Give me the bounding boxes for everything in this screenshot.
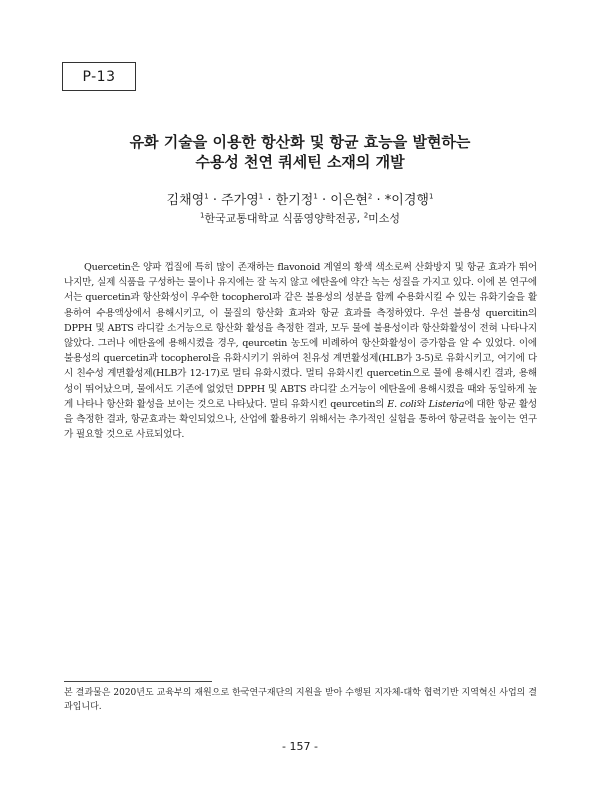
affil-sup-2: 2 bbox=[363, 211, 369, 220]
abstract-text-2: 와 bbox=[416, 398, 429, 410]
affiliation-1: 한국교통대학교 식품영양학전공, bbox=[204, 212, 361, 225]
author-affil-sup: 1 bbox=[428, 192, 434, 201]
abstract-ecoli: E. coli bbox=[387, 398, 417, 410]
author-affil-sup: 1 bbox=[258, 192, 264, 201]
author-affil-sup: 1 bbox=[313, 192, 318, 201]
affiliations bbox=[0, 210, 600, 226]
author-separator: · bbox=[372, 193, 385, 208]
abstract-body bbox=[64, 260, 537, 442]
funding-footnote: 본 결과물은 2020년도 교육부의 재원으로 한국연구재단의 지원을 받아 수행된 지자체-대학 협력기반 지역혁신 사업의 결과입니다. bbox=[64, 688, 537, 712]
author-affil-sup: 1 bbox=[204, 192, 209, 201]
abstract-text-1: Quercetin은 양파 껍질에 특히 많이 존재하는 flavonoid 계열의 황색 색소로써 산화방지 및 항균 효과가 뛰어나지만, 실제 식품을 구성하는 물이나 유지에는 잘 녹지 않고 에탄올에 약간 녹는 성질을 가지고 있다. 이에 본 연구에서는 quercetin과 항산화성이 우수한 tocopherol과 같은 불용성의 성분을 함께 수용화시킬 수 있는 유화기술을 활용하여 수용액상에서 용해시키고, 이 물질의 항산화 효과와 항균 효과를 측정하였다. 우선 불용성 quercitin의 DPPH 및 ABTS 라디칼 소거능으로 항산화 활성을 측정한 결과, 모두 물에 불용성이라 항산화활성이 전혀 나타나지 않았다. 그러나 에탄올에 용해시켰을 경우, qeurcetin 농도에 비례하여 항산화활성이 증가함을 알 수 있었다. 이에 불용성의 quercetin과 tocopherol을 유화시키기 위하여 친유성 계면활성제(HLB가 3-5)로 유화시키고, 여기에 다시 친수성 계면활성제(HLB가 12-17)로 멀티 유화시켰다. 멀티 유화시킨 quercetin으로 물에 용해시킨 결과, 용해성이 뛰어났으며, 물에서도 기존에 없었던 DPPH 및 ABTS 라디칼 소거능이 에탄올에 용해시켰을 때와 동일하게 높게 나타나 항산화 활성을 보이는 것으로 나타났다. 멀티 유화시킨 qeurcetin의 bbox=[64, 262, 537, 410]
author-name: 김채영 bbox=[166, 193, 205, 208]
affiliation-2: 미소성 bbox=[368, 212, 401, 225]
author-separator: · bbox=[317, 193, 331, 208]
paper-title bbox=[0, 132, 600, 172]
author-name: 이은현 bbox=[330, 193, 368, 208]
author-separator: · bbox=[208, 193, 222, 208]
poster-id-badge: P-13 bbox=[62, 62, 136, 91]
author-affil-sup: 2 bbox=[367, 192, 373, 201]
abstract-text-3: 에 대한 항균 활성을 측정한 결과, 항균효과는 확인되었으나, 산업에 활용하기 위해서는 추가적인 실험을 통하여 항균력을 높이는 연구가 필요할 것으로 사료되었다. bbox=[64, 398, 538, 441]
author-name: 한기정 bbox=[275, 193, 314, 208]
page-number: - 157 - bbox=[282, 740, 318, 753]
footnote-divider bbox=[64, 681, 212, 682]
affil-sup-1: 1 bbox=[199, 211, 205, 220]
author-list bbox=[0, 189, 600, 208]
abstract-listeria: Listeria bbox=[428, 398, 465, 410]
title-line-2: 수용성 천연 쿼세틴 소재의 개발 bbox=[195, 153, 405, 171]
author-name: 주가영 bbox=[221, 193, 259, 208]
author-separator: · bbox=[263, 193, 276, 208]
author-name: *이경행 bbox=[384, 193, 429, 208]
title-line-1: 유화 기술을 이용한 항산화 및 항균 효능을 발현하는 bbox=[129, 133, 471, 151]
